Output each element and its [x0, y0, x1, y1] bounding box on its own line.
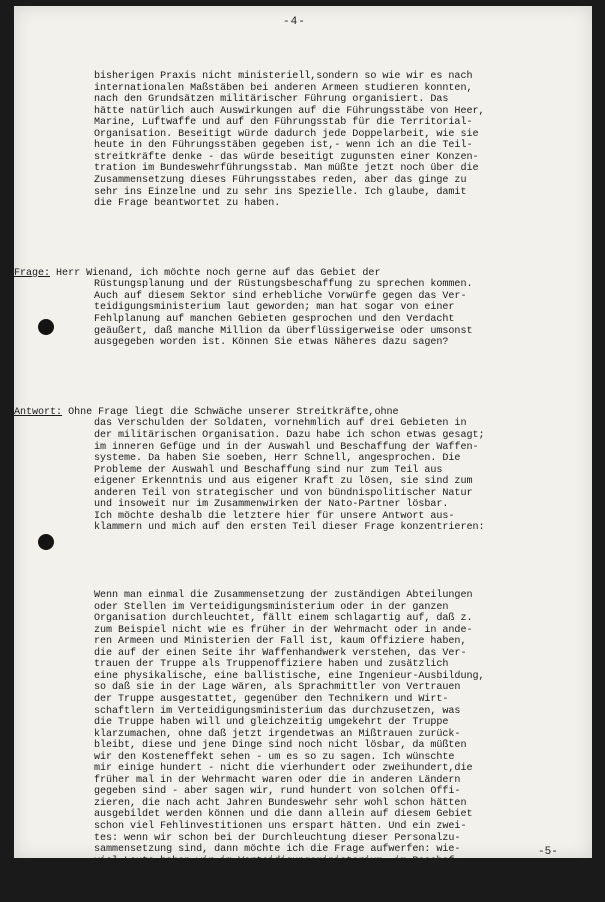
paragraph-answer-continued	[94, 590, 586, 879]
text-line	[94, 694, 586, 706]
line-text: Probleme der Auswahl und Beschaffung sind nur zum Teil aus	[94, 464, 443, 476]
line-text: ausgegeben worden ist. Können Sie etwas Näheres dazu sagen?	[94, 337, 449, 349]
line-text: Fehlplanung auf manchen Gebieten gesprochen und den Verdacht	[94, 314, 455, 326]
text-line	[94, 326, 586, 338]
line-text: die auf der einen Seite ihr Waffenhandwerk verstehen, das Ver-	[94, 647, 467, 659]
document-page	[14, 6, 592, 879]
line-text: im inneren Gefüge und in der Auswahl und Beschaffung der Waffen-	[94, 441, 479, 453]
line-text: hätte natürlich auch Auswirkungen auf die Führungsstäbe von Heer,	[94, 105, 485, 117]
line-text: Marine, Luftwaffe und auf den Führungsstab für die Territorial-	[94, 117, 473, 129]
speaker-label: Frage:	[14, 267, 51, 279]
line-text: und insoweit nur im Zusammenwirken der Nato-Partner lösbar.	[94, 499, 449, 511]
text-line	[94, 763, 586, 775]
text-line	[94, 279, 586, 291]
paragraph-1	[94, 71, 586, 210]
line-text: viel Leute haben wir im Verteidigungsministerium, im Beschaf-	[94, 855, 461, 867]
text-line	[94, 198, 586, 210]
line-text: Auch auf diesem Sektor sind erhebliche Vorwürfe gegen das Ver-	[94, 290, 467, 302]
paragraph-answer	[14, 406, 586, 534]
text-line	[14, 268, 586, 280]
text-line	[94, 71, 586, 83]
text-line	[94, 187, 586, 199]
line-text: internationalen Maßstäben bei anderen Armeen studieren konnten,	[94, 82, 473, 94]
line-text: Rüstungsplanung und der Rüstungsbeschaffung zu sprechen kommen.	[94, 279, 473, 291]
line-text: sammensetzung sind, dann möchte ich die Frage aufwerfen: wie-	[94, 844, 461, 856]
text-line	[94, 613, 586, 625]
text-line	[94, 499, 586, 511]
text-line	[94, 752, 586, 764]
text-line	[94, 659, 586, 671]
text-line	[94, 129, 586, 141]
line-text: teidigungsministerium laut geworden; man hat sogar von einer	[94, 302, 455, 314]
text-line	[94, 418, 586, 430]
text-line	[94, 821, 586, 833]
text-line	[94, 636, 586, 648]
line-text: Ich möchte deshalb die letztere hier für unsere Antwort aus-	[94, 510, 455, 522]
speaker-label: Antwort:	[14, 406, 63, 418]
text-line	[94, 291, 586, 303]
line-text: tes: wenn wir schon bei der Durchleuchtung dieser Personalzu-	[94, 832, 461, 844]
line-text: klammern und mich auf den ersten Teil dieser Frage konzentrieren:	[94, 522, 485, 534]
line-text: Ohne Frage liegt die Schwäche unserer Streitkräfte,ohne	[62, 406, 399, 418]
line-text: nach den Grundsätzen militärischer Führung organisiert. Das	[94, 94, 449, 106]
text-line	[94, 152, 586, 164]
text-line	[94, 511, 586, 523]
text-line	[94, 314, 586, 326]
line-text: Herr Wienand, ich möchte noch gerne auf das Gebiet der	[50, 267, 381, 279]
text-line	[94, 809, 586, 821]
line-text: schon viel Fehlinvestitionen uns erspart hätten. Und ein zwei-	[94, 821, 467, 832]
text-line	[94, 488, 586, 500]
text-line	[94, 625, 586, 637]
line-text: eine physikalische, eine ballistische, eine Ingenieur-Ausbildung,	[94, 670, 485, 682]
paragraph-question	[14, 267, 586, 349]
line-text: zum Beispiel nicht wie es früher in der Wehrmacht oder in ande-	[94, 624, 473, 636]
text-line	[94, 302, 586, 314]
text-line	[94, 430, 586, 442]
line-text: Organisation. Beseitigt würde dadurch jede Doppelarbeit, wie sie	[94, 128, 479, 140]
text-line	[94, 94, 586, 106]
text-line	[94, 337, 586, 349]
text-line	[94, 163, 586, 175]
line-text: ausgebildet werden können und die dann allein auf diesem Gebiet	[94, 809, 473, 821]
text-line	[94, 590, 586, 602]
line-text: Zusammensetzung dieses Führungsstabes reden, aber das ginge zu	[94, 175, 467, 187]
line-text: trauen der Truppe als Truppenoffiziere haben und zusätzlich	[94, 659, 449, 671]
line-text: tration im Bundeswehrführungsstab. Man müßte jetzt noch über die	[94, 163, 479, 175]
line-text: das Verschulden der Soldaten, vornehmlich auf drei Gebieten in	[94, 418, 467, 430]
line-text: schaftlern im Verteidigungsministerium das durchzusetzen, was	[94, 705, 461, 717]
page-header-number: -4-	[283, 16, 306, 28]
line-text: der Truppe ausgestattet, gegenüber den Technikern und Wirt-	[94, 693, 449, 705]
text-line	[94, 117, 586, 129]
line-text: wir den Kosteneffekt sehen - um es so zu sagen. Ich wünschte	[94, 751, 455, 763]
text-line	[94, 465, 586, 477]
line-text: eigener Erkenntnis und aus eigener Kraft zu lösen, sie sind zum	[94, 476, 473, 488]
punch-hole-mark	[38, 534, 54, 550]
text-line	[94, 83, 586, 95]
line-text: sehr ins Einzelne und zu sehr ins Spezielle. Ich glaube, damit	[94, 186, 467, 198]
line-text: anderen Teil von strategischer und von bündnispolitischer Natur	[94, 487, 473, 499]
text-line	[94, 682, 586, 694]
line-text: Organisation durchleuchtet, fällt einem schlagartig auf, daß z.	[94, 613, 473, 625]
text-line	[94, 798, 586, 810]
line-text: heute in den Führungsstäben gegeben ist,- wenn ich an die Teil-	[94, 140, 473, 152]
line-text: der militärischen Organisation. Dazu habe ich schon etwas gesagt;	[94, 429, 485, 441]
text-line	[94, 476, 586, 488]
text-line	[94, 786, 586, 798]
text-line	[94, 671, 586, 683]
line-text: die Frage beantwortet zu haben.	[94, 198, 281, 210]
line-text: gegeben sind - aber sagen wir, rund hundert von solchen Offi-	[94, 786, 461, 798]
text-line	[94, 175, 586, 187]
text-line	[94, 867, 586, 879]
line-text: oder Stellen im Verteidigungsministerium oder in der ganzen	[94, 601, 449, 613]
page-footer-number: -5-	[538, 846, 558, 858]
line-text: klarzumachen, ohne daß jetzt irgendetwas an Mißtrauen zurück-	[94, 728, 461, 740]
line-text: ren Armeen und Ministerien der Fall ist, kaum Offiziere haben,	[94, 636, 467, 648]
line-text: geäußert, daß manche Million da überflüssigerweise oder umsonst	[94, 325, 473, 337]
text-line	[94, 106, 586, 118]
text-line	[94, 706, 586, 718]
text-line	[94, 844, 586, 856]
text-line	[94, 717, 586, 729]
line-text: zieren, die nach acht Jahren Bundeswehr sehr wohl schon hätten	[94, 797, 467, 809]
text-line	[14, 407, 586, 419]
text-line	[94, 522, 586, 534]
text-line	[94, 442, 586, 454]
line-text: bisherigen Praxis nicht ministeriell,sondern so wie wir es nach	[94, 71, 473, 83]
line-text: systeme. Da haben Sie soeben, Herr Schnell, angesprochen. Die	[94, 453, 461, 465]
line-text: mir einige hundert - nicht die vierhundert oder zweihundert,die	[94, 763, 473, 775]
line-text: früher mal in der Wehrmacht waren oder die in anderen Ländern	[94, 774, 461, 786]
text-line	[94, 648, 586, 660]
text-line	[94, 453, 586, 465]
line-text: bleibt, diese und jene Dinge sind noch nicht lösbar, da müßten	[94, 740, 467, 752]
line-text: streitkräfte denke - das würde beseitigt zugunsten einer Konzen-	[94, 151, 479, 163]
text-line	[94, 140, 586, 152]
text-line	[94, 833, 586, 845]
line-text: die Truppe haben will und gleichzeitig umgekehrt der Truppe	[94, 717, 449, 729]
punch-hole-mark	[38, 319, 54, 335]
text-line	[94, 775, 586, 787]
text-line	[94, 740, 586, 752]
text-line	[94, 856, 586, 868]
line-text: fungsamt in Koblenz, in den anderen Stellen, die etwas von	[94, 867, 443, 879]
line-text: so daß sie in der Lage wären, als Sprachmittler von Vertrauen	[94, 682, 461, 694]
text-line	[94, 602, 586, 614]
line-text: Wenn man einmal die Zusammensetzung der zuständigen Abteilungen	[94, 590, 473, 602]
body-text	[14, 48, 586, 902]
text-line	[94, 729, 586, 741]
